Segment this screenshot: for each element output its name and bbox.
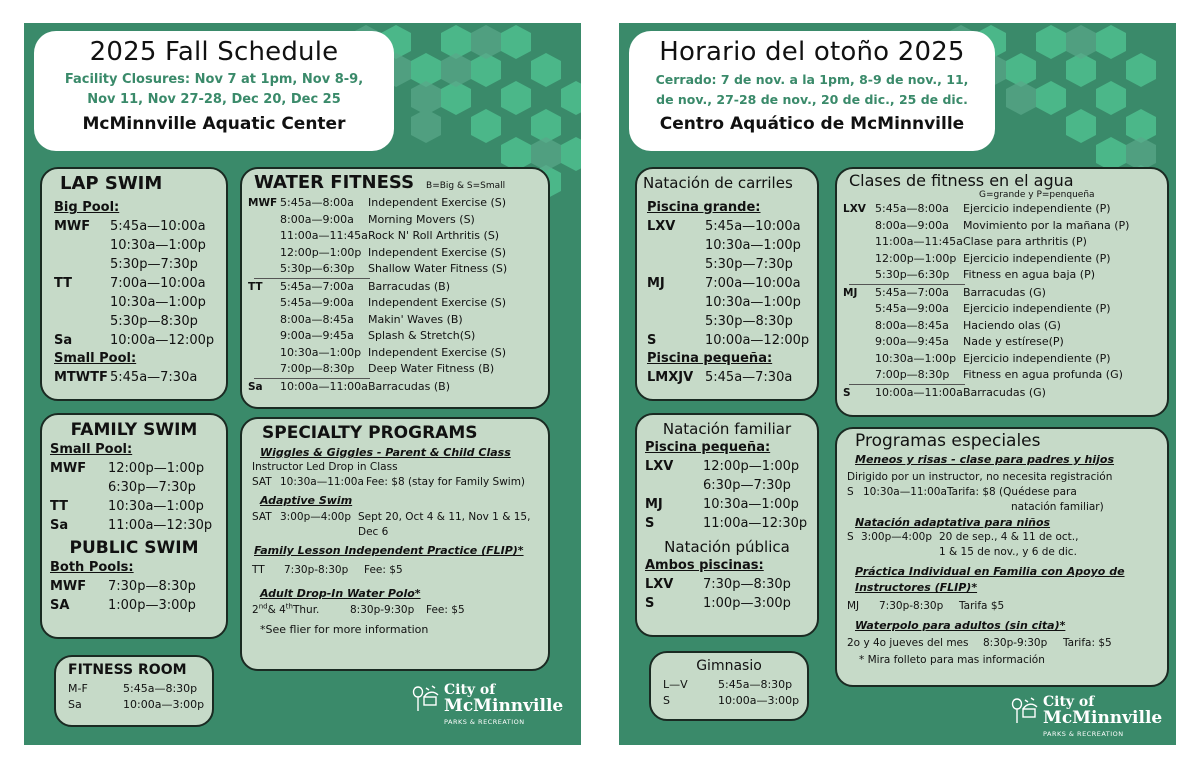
class-name: Barracudas (G) <box>963 385 1046 399</box>
schedule-row <box>248 195 542 212</box>
closures-line-2: de nov., 27-28 de nov., 20 de dic., 25 de dic. <box>656 92 968 107</box>
day: SAT <box>252 511 272 523</box>
class-name: Movimiento por la mañana (P) <box>963 218 1130 232</box>
day: TT <box>248 280 263 293</box>
time: 11:00a—12:30p <box>703 516 808 531</box>
class-name: Independent Exercise (S) <box>368 196 507 209</box>
day: MWF <box>248 197 278 209</box>
day: LXV <box>843 203 866 215</box>
family-public-swim-box <box>40 413 228 639</box>
day <box>54 236 110 255</box>
schedule-row <box>50 478 218 497</box>
time: 10:00a—3:00p <box>123 698 205 711</box>
specialty-programs-box <box>240 417 550 671</box>
family-swim-title: Natación familiar <box>662 420 792 438</box>
dates-cont: Dec 6 <box>358 526 389 538</box>
closures-line-1: Facility Closures: Nov 7 at 1pm, Nov 8-9, <box>64 72 364 87</box>
day <box>50 478 108 497</box>
park-logo-icon <box>410 683 440 713</box>
schedule-row <box>843 367 1161 384</box>
day <box>647 255 705 274</box>
schedule-row <box>54 274 214 293</box>
schedule-row <box>843 234 1161 251</box>
schedule-row <box>645 575 809 594</box>
city-logo <box>1043 695 1162 738</box>
closures-line-2: Nov 11, Nov 27-28, Dec 20, Dec 25 <box>87 92 341 107</box>
program-title-flip: Family Lesson Independent Practice (FLIP)* <box>254 544 524 557</box>
schedule-row <box>54 312 214 331</box>
footnote: * Mira folleto para mas información <box>859 654 1045 666</box>
schedule-row <box>645 594 809 613</box>
time: 10:30a—1:00p <box>110 295 206 310</box>
time: 9:00a—9:45a <box>280 329 354 342</box>
fitness-room-title: FITNESS ROOM <box>68 662 187 678</box>
time: 7:30p—8:30p <box>703 577 791 592</box>
time: 8:30p-9:30p <box>983 637 1048 649</box>
time: 7:30p-8:30p <box>284 564 349 576</box>
time: 5:45a—8:00a <box>875 202 949 215</box>
time: 1:00p—3:00p <box>108 598 196 613</box>
day <box>843 367 875 384</box>
schedule-row <box>663 693 800 709</box>
day <box>647 293 705 312</box>
time: 5:30p—8:30p <box>110 314 198 329</box>
day <box>248 245 280 262</box>
day: S <box>847 486 854 498</box>
water-fitness-box <box>835 167 1169 417</box>
day <box>54 312 110 331</box>
sup: nd <box>258 602 268 611</box>
lap-swim-box <box>40 167 228 401</box>
time: 11:00a—12:30p <box>108 518 213 533</box>
fee: Tarifa: $5 <box>1063 637 1112 649</box>
class-name: Independent Exercise (S) <box>368 245 507 259</box>
class-name: Shallow Water Fitness (S) <box>368 262 508 275</box>
program-schedule-row <box>252 563 544 578</box>
fitness-room-title: Gimnasio <box>696 658 762 674</box>
schedule-row <box>647 331 810 350</box>
program-schedule-row <box>252 475 544 490</box>
class-name: Independent Exercise (S) <box>368 345 507 359</box>
class-name: Deep Water Fitness (B) <box>368 362 495 375</box>
logo-line-2: McMinnville <box>444 696 564 716</box>
day: S <box>663 694 670 707</box>
day <box>843 267 875 284</box>
fitness-room-box <box>649 651 809 721</box>
sup: th <box>285 602 293 611</box>
time: 8:00a—9:00a <box>280 212 354 226</box>
schedule-row <box>645 457 809 476</box>
day <box>248 328 280 345</box>
program-title-adaptive: Natación adaptativa para niños <box>855 516 1051 529</box>
class-name: Ejercicio independiente (P) <box>963 202 1111 215</box>
day: Sa <box>50 518 69 533</box>
schedule-row <box>68 681 200 697</box>
day: LMXJV <box>647 370 694 385</box>
time: 12:00p—1:00p <box>875 251 957 265</box>
program-title-wiggles: Wiggles & Giggles - Parent & Child Class <box>260 446 511 459</box>
time: 10:30a—1:00p <box>705 295 801 310</box>
day: SA <box>50 598 70 613</box>
time: 12:00p—1:00p <box>703 459 800 474</box>
time: 10:00a—11:00a <box>280 379 368 393</box>
day <box>248 295 280 312</box>
spanish-schedule-page <box>619 23 1176 745</box>
english-schedule-page <box>24 23 581 745</box>
facility-name: McMinnville Aquatic Center <box>82 114 346 134</box>
time: 8:00a—8:45a <box>875 318 949 332</box>
day: S <box>847 531 854 543</box>
day: L—V <box>663 678 688 691</box>
logo-line-3: PARKS & RECREATION <box>444 718 525 726</box>
time: 7:30p-8:30p <box>879 600 944 612</box>
time: 10:30a—11:00a <box>280 476 364 488</box>
footnote: *See flier for more information <box>260 623 429 636</box>
time: 7:30p—8:30p <box>108 579 196 594</box>
day: MJ <box>645 497 663 512</box>
header-card <box>629 31 995 151</box>
big-pool-label: Big Pool: <box>54 200 120 215</box>
time: 7:00p—8:30p <box>280 362 355 375</box>
program-schedule-row <box>847 599 1163 614</box>
day: S <box>645 516 655 531</box>
time: 7:00a—10:00a <box>705 276 801 291</box>
day <box>843 301 875 318</box>
time: 5:30p—7:30p <box>110 257 198 272</box>
day: Sa <box>68 698 82 711</box>
schedule-row <box>843 385 1161 402</box>
time: 10:30a—1:00p <box>280 345 362 359</box>
time: 5:30p—8:30p <box>705 314 793 329</box>
class-name: Fitness en agua profunda (G) <box>963 368 1123 381</box>
schedule-row <box>248 328 542 345</box>
water-fitness-title: Clases de fitness en el agua <box>849 171 1074 190</box>
day: S <box>843 386 851 399</box>
specialty-title: Programas especiales <box>855 431 1041 451</box>
class-name: Independent Exercise (S) <box>368 296 507 309</box>
day <box>248 212 280 229</box>
time: 10:30a—1:00p <box>875 351 957 365</box>
time: 10:00a—3:00p <box>718 694 800 707</box>
time: 5:45a—10:00a <box>110 219 206 234</box>
schedule-row <box>50 596 218 615</box>
fee: Tarifa: $8 (Quédese para <box>947 486 1077 498</box>
day: LXV <box>645 459 674 474</box>
family-public-swim-box <box>635 413 819 637</box>
fee: Fee: $8 (stay for Family Swim) <box>366 476 526 488</box>
time: 10:00a—12:00p <box>705 333 810 348</box>
schedule-row <box>248 245 542 262</box>
time: 5:45a—8:30p <box>123 682 198 695</box>
closures-line-1: Cerrado: 7 de nov. a la 1pm, 8-9 de nov., 11, <box>655 72 969 87</box>
dates-cont: 1 & 15 de nov., y 6 de dic. <box>939 546 1077 558</box>
time: 6:30p—7:30p <box>703 478 791 493</box>
program-title-water-polo: Waterpolo para adultos (sin cita)* <box>855 619 1066 632</box>
water-fitness-box <box>240 167 550 409</box>
schedule-row <box>54 255 214 274</box>
logo-line-1: City of <box>1043 694 1095 710</box>
day: MTWTF <box>54 370 108 385</box>
public-pool-label: Both Pools: <box>50 560 134 575</box>
time: 5:45a—7:30a <box>705 370 793 385</box>
class-name: Clase para arthritis (P) <box>963 235 1087 248</box>
day <box>647 236 705 255</box>
time: 10:30a—1:00p <box>703 497 799 512</box>
program-title-flip: Práctica Individual en Familia con Apoyo de <box>855 565 1125 578</box>
time: 10:00a—12:00p <box>110 333 215 348</box>
time: 5:45a—8:30p <box>718 678 793 691</box>
pool-legend: G=grande y P=penqueña <box>979 190 1095 200</box>
day <box>248 312 280 329</box>
lap-swim-title: LAP SWIM <box>60 173 163 194</box>
ordinal: & 4 <box>267 604 286 616</box>
schedule-row <box>248 228 542 245</box>
ordinal: 2 <box>252 604 259 616</box>
pool-legend: B=Big & S=Small <box>426 181 506 191</box>
time: 8:00a—8:45a <box>280 312 354 326</box>
logo-line-1: City of <box>444 682 496 698</box>
day <box>843 318 875 335</box>
time: 12:00p—1:00p <box>280 245 362 259</box>
schedule-row <box>843 218 1161 235</box>
day: MWF <box>50 461 87 476</box>
family-pool-label: Small Pool: <box>50 442 133 457</box>
program-title-water-polo: Adult Drop-In Water Polo* <box>260 587 421 600</box>
schedule-row <box>843 201 1161 218</box>
time: 8:00a—9:00a <box>875 218 949 232</box>
day: S <box>647 333 657 348</box>
day <box>647 312 705 331</box>
fee: Fee: $5 <box>426 604 465 616</box>
time: 10:30a—1:00p <box>110 238 206 253</box>
time: 10:30a—11:00a <box>863 486 947 498</box>
time: 5:45a—7:30a <box>110 370 198 385</box>
class-name: Makin' Waves (B) <box>368 312 463 326</box>
small-pool-label: Small Pool: <box>54 351 137 366</box>
header-card <box>34 31 394 151</box>
program-schedule-row <box>252 510 544 525</box>
day: SAT <box>252 476 272 488</box>
time: 1:00p—3:00p <box>703 596 791 611</box>
program-schedule-row <box>847 636 1163 651</box>
family-pool-label: Piscina pequeña: <box>645 440 771 455</box>
schedule-row <box>248 279 542 296</box>
day <box>252 603 350 618</box>
day: TT <box>54 276 73 291</box>
class-name: Fitness en agua baja (P) <box>963 268 1095 281</box>
schedule-row <box>645 514 809 533</box>
fee: Tarifa $5 <box>959 600 1005 612</box>
day: TT <box>50 499 69 514</box>
fitness-room-box <box>54 655 214 727</box>
schedule-row <box>843 351 1161 368</box>
family-swim-title: FAMILY SWIM <box>70 420 198 440</box>
time: 12:00p—1:00p <box>108 461 205 476</box>
day <box>843 251 875 268</box>
time: 7:00a—10:00a <box>110 276 206 291</box>
public-swim-title: Natación pública <box>664 538 790 556</box>
program-schedule-row <box>252 603 544 618</box>
class-name: Nade y estírese(P) <box>963 335 1064 348</box>
day <box>248 345 280 362</box>
schedule-row <box>843 267 1161 284</box>
schedule-row <box>54 331 214 350</box>
park-logo-icon <box>1009 695 1039 725</box>
time: 5:30p—6:30p <box>280 262 355 275</box>
class-name: Morning Movers (S) <box>368 212 475 226</box>
small-pool-label: Piscina pequeña: <box>647 351 773 366</box>
schedule-row <box>647 255 807 274</box>
schedule-row <box>645 495 809 514</box>
day <box>248 361 280 378</box>
logo-line-3: PARKS & RECREATION <box>1043 730 1124 738</box>
day: LXV <box>647 219 676 234</box>
schedule-row <box>645 476 809 495</box>
time: 9:00a—9:45a <box>875 335 949 348</box>
time: 5:45a—7:00a <box>875 285 949 299</box>
day: 2o y 4o jueves del mes <box>847 637 969 649</box>
day: S <box>645 596 655 611</box>
program-title-meneos: Meneos y risas - clase para padres y hijos <box>855 453 1115 466</box>
time: 5:30p—7:30p <box>705 257 793 272</box>
schedule-row <box>50 577 218 596</box>
time: 5:45a—9:00a <box>875 302 949 315</box>
program-desc: Dirigido por un instructor, no necesita registración <box>847 471 1113 483</box>
class-name: Rock N' Roll Arthritis (S) <box>368 229 500 242</box>
schedule-row <box>248 379 542 396</box>
logo-line-2: McMinnville <box>1043 708 1163 728</box>
schedule-row <box>248 361 542 378</box>
schedule-row <box>50 497 218 516</box>
class-name: Haciendo olas (G) <box>963 318 1061 332</box>
schedule-row <box>54 293 214 312</box>
public-swim-title: PUBLIC SWIM <box>69 538 199 558</box>
schedule-row <box>50 516 218 535</box>
lap-swim-box <box>635 167 819 401</box>
program-title-adaptive: Adaptive Swim <box>260 494 353 507</box>
dates: Sept 20, Oct 4 & 11, Nov 1 & 15, <box>358 511 531 523</box>
time: 11:00a—11:45a <box>280 229 368 242</box>
schedule-row <box>843 334 1161 351</box>
schedule-row <box>843 285 1161 302</box>
time: 5:45a—10:00a <box>705 219 801 234</box>
schedule-row <box>54 217 214 236</box>
day: LXV <box>645 577 674 592</box>
program-schedule-row <box>847 530 1163 545</box>
day-suffix: Thur. <box>292 604 320 616</box>
schedule-row <box>663 677 795 693</box>
day: MJ <box>847 600 860 612</box>
page-title: Horario del otoño 2025 <box>659 37 965 67</box>
day: Sa <box>54 333 73 348</box>
page-title: 2025 Fall Schedule <box>89 37 339 67</box>
big-pool-label: Piscina grande: <box>647 200 761 215</box>
fee: Fee: $5 <box>364 564 403 576</box>
schedule-row <box>843 301 1161 318</box>
class-name: Ejercicio independiente (P) <box>963 251 1111 265</box>
day: MJ <box>843 286 858 299</box>
schedule-row <box>248 261 542 278</box>
day <box>645 476 703 495</box>
time: 10:30a—1:00p <box>705 238 801 253</box>
day <box>843 334 875 351</box>
day <box>843 234 875 251</box>
class-name: Ejercicio independiente (P) <box>963 302 1111 315</box>
program-title-flip-cont: Instructores (FLIP)* <box>855 581 978 594</box>
time: 3:00p—4:00p <box>280 511 351 523</box>
fee-cont: natación familiar) <box>1011 501 1104 513</box>
schedule-row <box>647 274 807 293</box>
day <box>843 351 875 368</box>
time: 5:45a—9:00a <box>280 296 354 309</box>
facility-name: Centro Aquático de McMinnville <box>659 114 965 134</box>
lap-swim-title: Natación de carriles <box>643 174 793 192</box>
day: Sa <box>248 380 263 393</box>
class-name: Barracudas (B) <box>368 279 450 293</box>
schedule-row <box>248 312 542 329</box>
program-desc: Instructor Led Drop in Class <box>252 461 398 473</box>
specialty-title: SPECIALTY PROGRAMS <box>262 423 478 443</box>
dates: 20 de sep., 4 & 11 de oct., <box>939 531 1079 543</box>
time: 5:45a—7:00a <box>280 279 354 293</box>
schedule-row <box>248 212 542 229</box>
time: 10:00a—11:00a <box>875 385 963 399</box>
time: 5:30p—6:30p <box>875 268 950 281</box>
schedule-row <box>248 295 542 312</box>
day <box>54 255 110 274</box>
time: 8:30p-9:30p <box>350 604 415 616</box>
schedule-row <box>647 236 807 255</box>
schedule-row <box>647 217 807 236</box>
schedule-row <box>647 312 807 331</box>
public-pool-label: Ambos piscinas: <box>645 558 764 573</box>
day <box>54 293 110 312</box>
specialty-programs-box <box>835 427 1169 687</box>
time: 6:30p—7:30p <box>108 480 196 495</box>
day: MWF <box>50 579 87 594</box>
schedule-row <box>647 293 807 312</box>
water-fitness-title: WATER FITNESS <box>254 172 415 193</box>
schedule-row <box>843 318 1161 335</box>
schedule-row <box>54 368 214 387</box>
city-logo <box>444 683 563 726</box>
day: TT <box>252 564 265 576</box>
time: 3:00p—4:00p <box>861 531 932 543</box>
day: MWF <box>54 219 91 234</box>
schedule-row <box>50 459 218 478</box>
time: 10:30a—1:00p <box>108 499 204 514</box>
time: 7:00p—8:30p <box>875 368 950 381</box>
schedule-row <box>248 345 542 362</box>
day: MJ <box>647 276 665 291</box>
schedule-row <box>647 368 807 387</box>
class-name: Barracudas (B) <box>368 379 450 393</box>
day <box>843 218 875 235</box>
schedule-row <box>54 236 214 255</box>
time: 11:00a—11:45a <box>875 235 963 248</box>
schedule-row <box>843 251 1161 268</box>
day <box>248 228 280 245</box>
class-name: Barracudas (G) <box>963 285 1046 299</box>
class-name: Splash & Stretch(S) <box>368 329 476 342</box>
time: 5:45a—8:00a <box>280 196 354 209</box>
class-name: Ejercicio independiente (P) <box>963 351 1111 365</box>
day: M-F <box>68 682 88 695</box>
schedule-row <box>68 697 205 713</box>
program-schedule-row <box>847 485 1163 500</box>
day <box>248 261 280 278</box>
